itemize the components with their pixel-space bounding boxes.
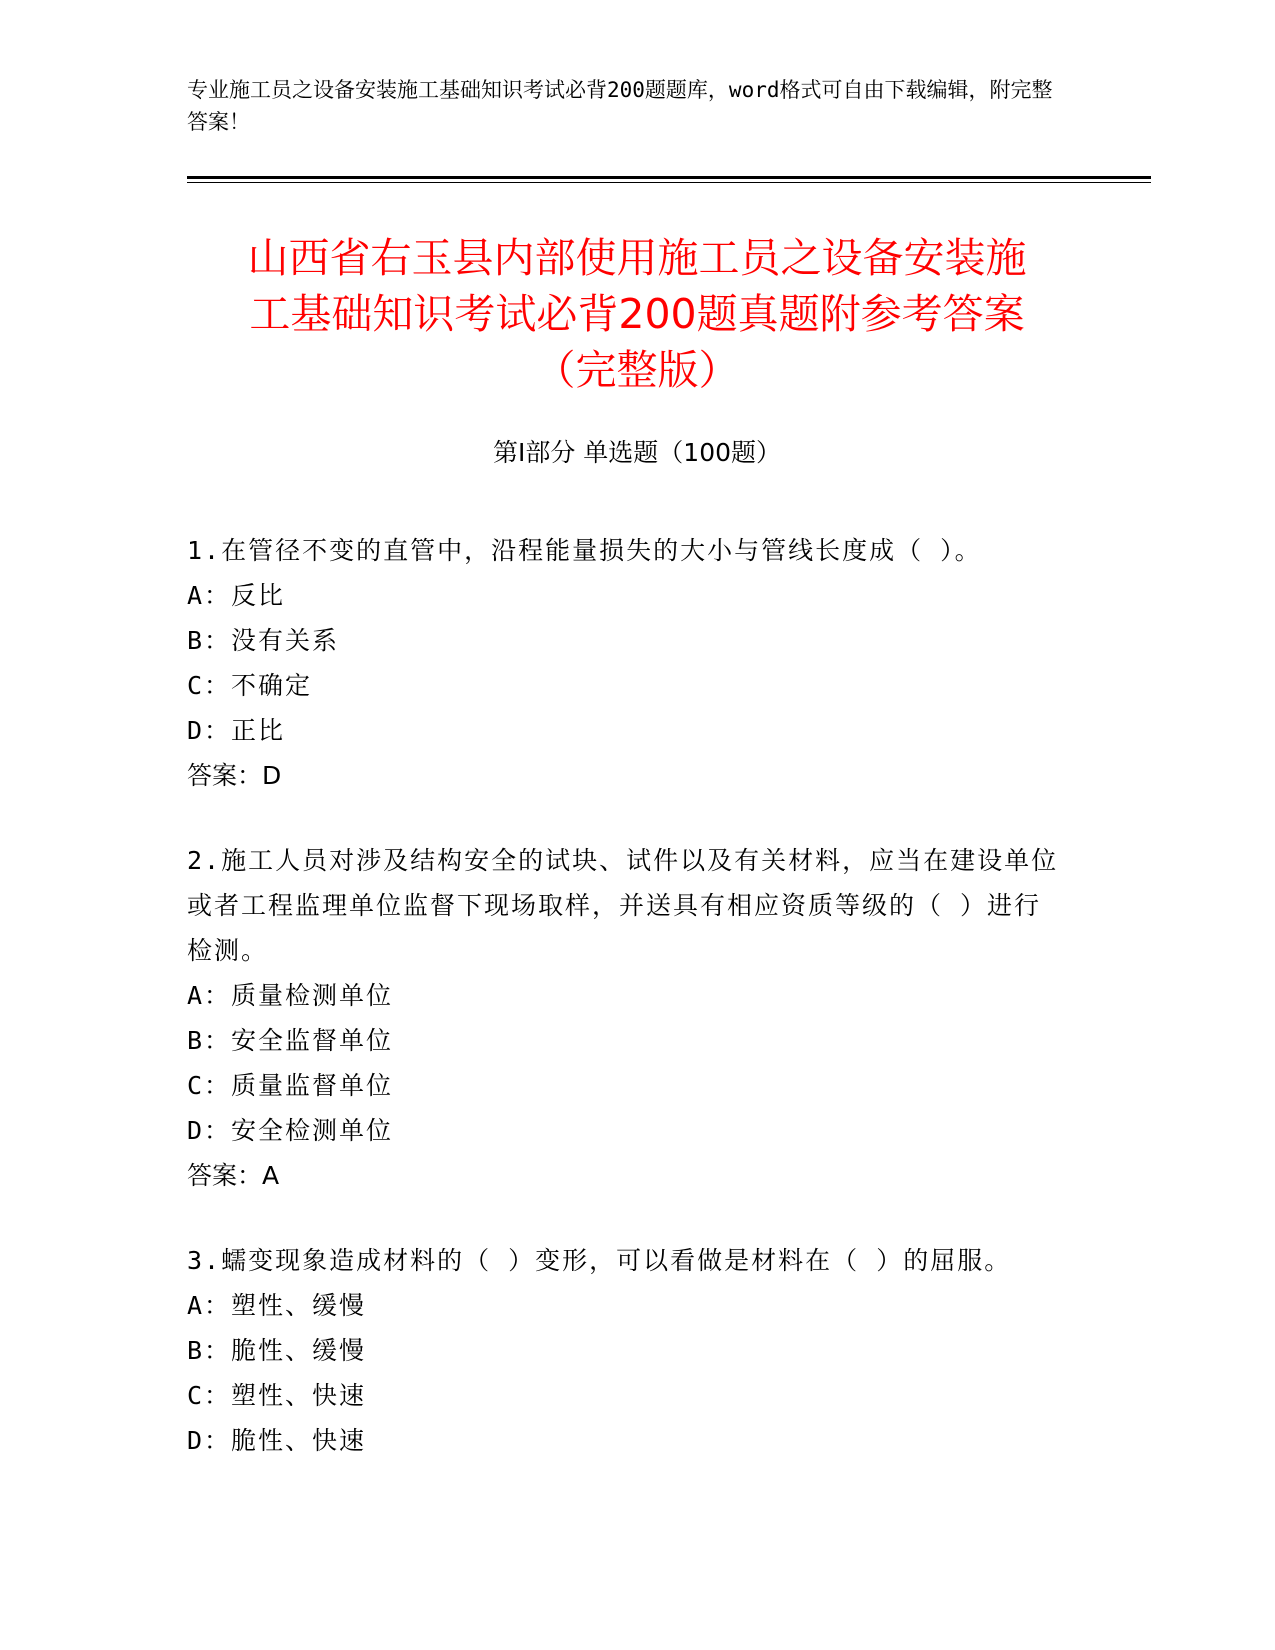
answer: 答案：A [187,1161,280,1190]
answer: 答案：D [187,761,282,790]
question-list [187,528,1067,1503]
question-stem: 2.施工人员对涉及结构安全的试块、试件以及有关材料，应当在建设单位或者工程监理单位监督下现场取样，并送具有相应资质等级的（ ）进行检测。 [187,846,1059,965]
option-c: C：塑性、快速 [187,1381,367,1410]
option-a: A：反比 [187,581,286,610]
title-line-2: 工基础知识考试必背200题真题附参考答案 [249,290,1025,338]
option-c: C：质量监督单位 [187,1071,394,1100]
header-rule-thin [187,182,1151,183]
question-2 [187,838,1067,1198]
header-rule-thick [187,176,1151,179]
option-a: A：质量检测单位 [187,981,394,1010]
option-d: D：安全检测单位 [187,1116,394,1145]
option-d: D：脆性、快速 [187,1426,367,1455]
option-b: B：没有关系 [187,626,340,655]
question-3 [187,1238,1067,1463]
option-d: D：正比 [187,716,286,745]
option-c: C：不确定 [187,671,313,700]
question-stem: 1.在管径不变的直管中，沿程能量损失的大小与管线长度成（ ）。 [187,536,982,565]
header-note: 专业施工员之设备安装施工基础知识考试必背200题题库，word格式可自由下载编辑，附完整答案！ [187,78,1053,134]
title-line-3: （完整版） [534,346,740,394]
option-b: B：安全监督单位 [187,1026,394,1055]
title-line-1: 山西省右玉县内部使用施工员之设备安装施 [247,234,1027,282]
question-1 [187,528,1067,798]
option-b: B：脆性、缓慢 [187,1336,367,1365]
section-heading: 第I部分 单选题（100题） [492,438,782,467]
document-title [187,230,1087,398]
question-stem: 3.蠕变现象造成材料的（ ）变形，可以看做是材料在（ ）的屈服。 [187,1246,1012,1275]
option-a: A：塑性、缓慢 [187,1291,367,1320]
